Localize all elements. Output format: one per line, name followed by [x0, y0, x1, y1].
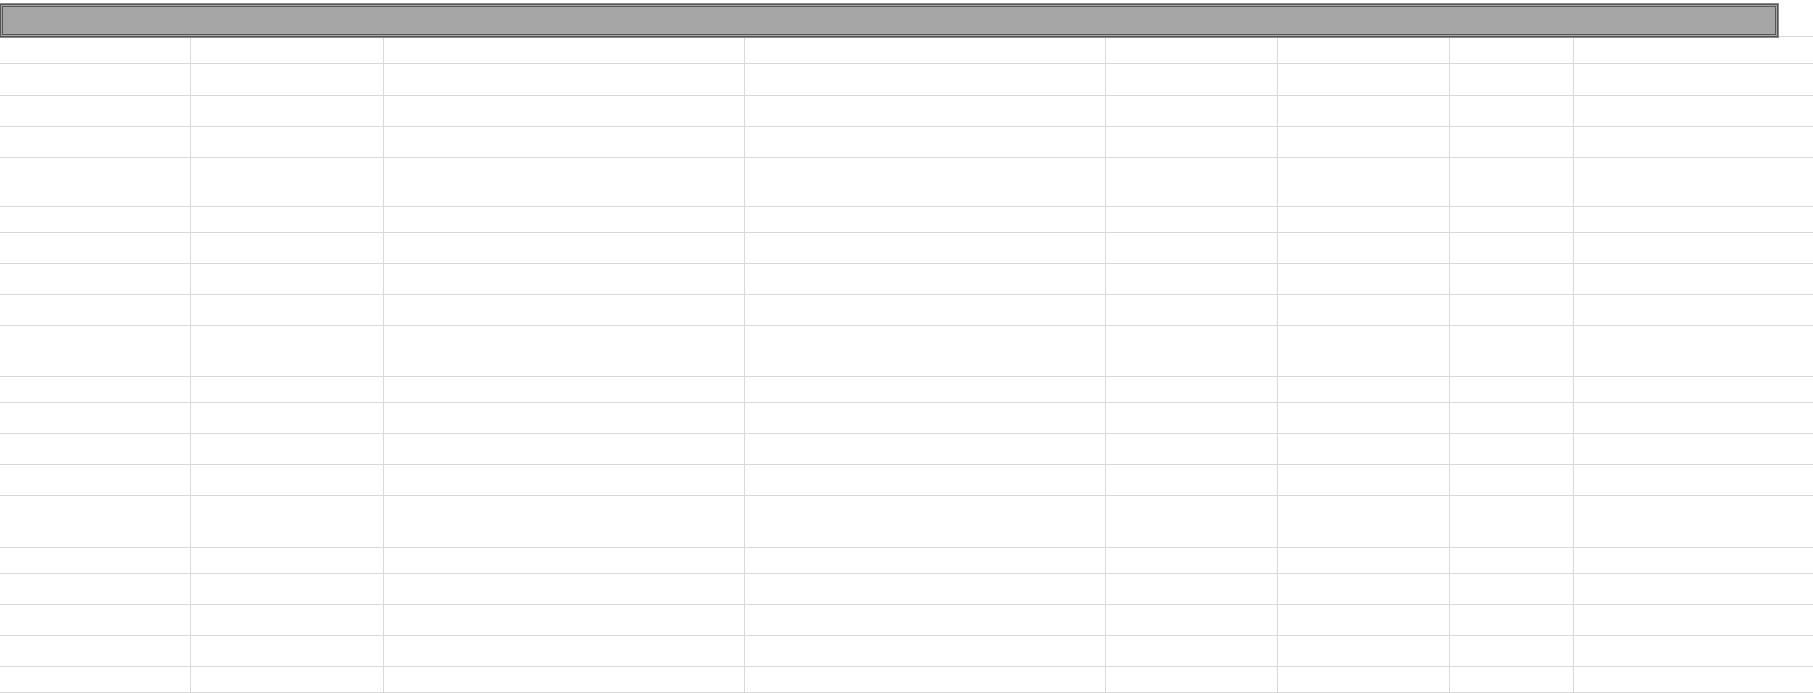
measure-label: [383, 104, 744, 134]
gridline-horizontal: [0, 464, 1813, 465]
gridline-horizontal: [0, 495, 1813, 496]
measure-value[interactable]: [1573, 134, 1576, 164]
gridline-horizontal: [0, 206, 1813, 207]
group-title: [383, 42, 1105, 72]
gridline-horizontal: [0, 402, 1813, 403]
measure-value[interactable]: [1277, 134, 1449, 164]
measure-value[interactable]: [744, 104, 1105, 134]
measure-value[interactable]: [744, 134, 1105, 164]
gridline-horizontal: [0, 573, 1813, 574]
measure-value[interactable]: [1573, 104, 1576, 134]
measure-label: [1449, 104, 1573, 134]
measure-label: [1105, 74, 1277, 104]
measure-value[interactable]: [190, 134, 383, 164]
section-banner: [0, 4, 1778, 37]
gridline-horizontal: [0, 635, 1813, 636]
measure-label: [0, 134, 190, 164]
measure-value[interactable]: [190, 74, 383, 104]
gridline-horizontal: [0, 604, 1813, 605]
gridline-horizontal: [0, 325, 1813, 326]
measure-label: [1105, 134, 1277, 164]
measure-value[interactable]: [744, 74, 1105, 104]
measure-value[interactable]: [1573, 74, 1576, 104]
measure-label: [0, 74, 190, 104]
measure-label: [383, 74, 744, 104]
measure-value[interactable]: [190, 104, 383, 134]
measure-label: [1105, 104, 1277, 134]
gridline-horizontal: [0, 666, 1813, 667]
measure-label: [1449, 74, 1573, 104]
measure-value[interactable]: [1277, 74, 1449, 104]
measure-value[interactable]: [1277, 104, 1449, 134]
gridline-horizontal: [0, 547, 1813, 548]
group-title: [1449, 42, 1573, 72]
group-title: [0, 42, 383, 72]
gridline-horizontal: [0, 294, 1813, 295]
gridline-horizontal: [0, 263, 1813, 264]
gridline-horizontal: [0, 232, 1813, 233]
gridline-horizontal: [0, 433, 1813, 434]
gridline-horizontal: [0, 376, 1813, 377]
measure-label: [1449, 134, 1573, 164]
measure-label: [0, 104, 190, 134]
measure-label: [383, 134, 744, 164]
group-title: [1105, 42, 1449, 72]
